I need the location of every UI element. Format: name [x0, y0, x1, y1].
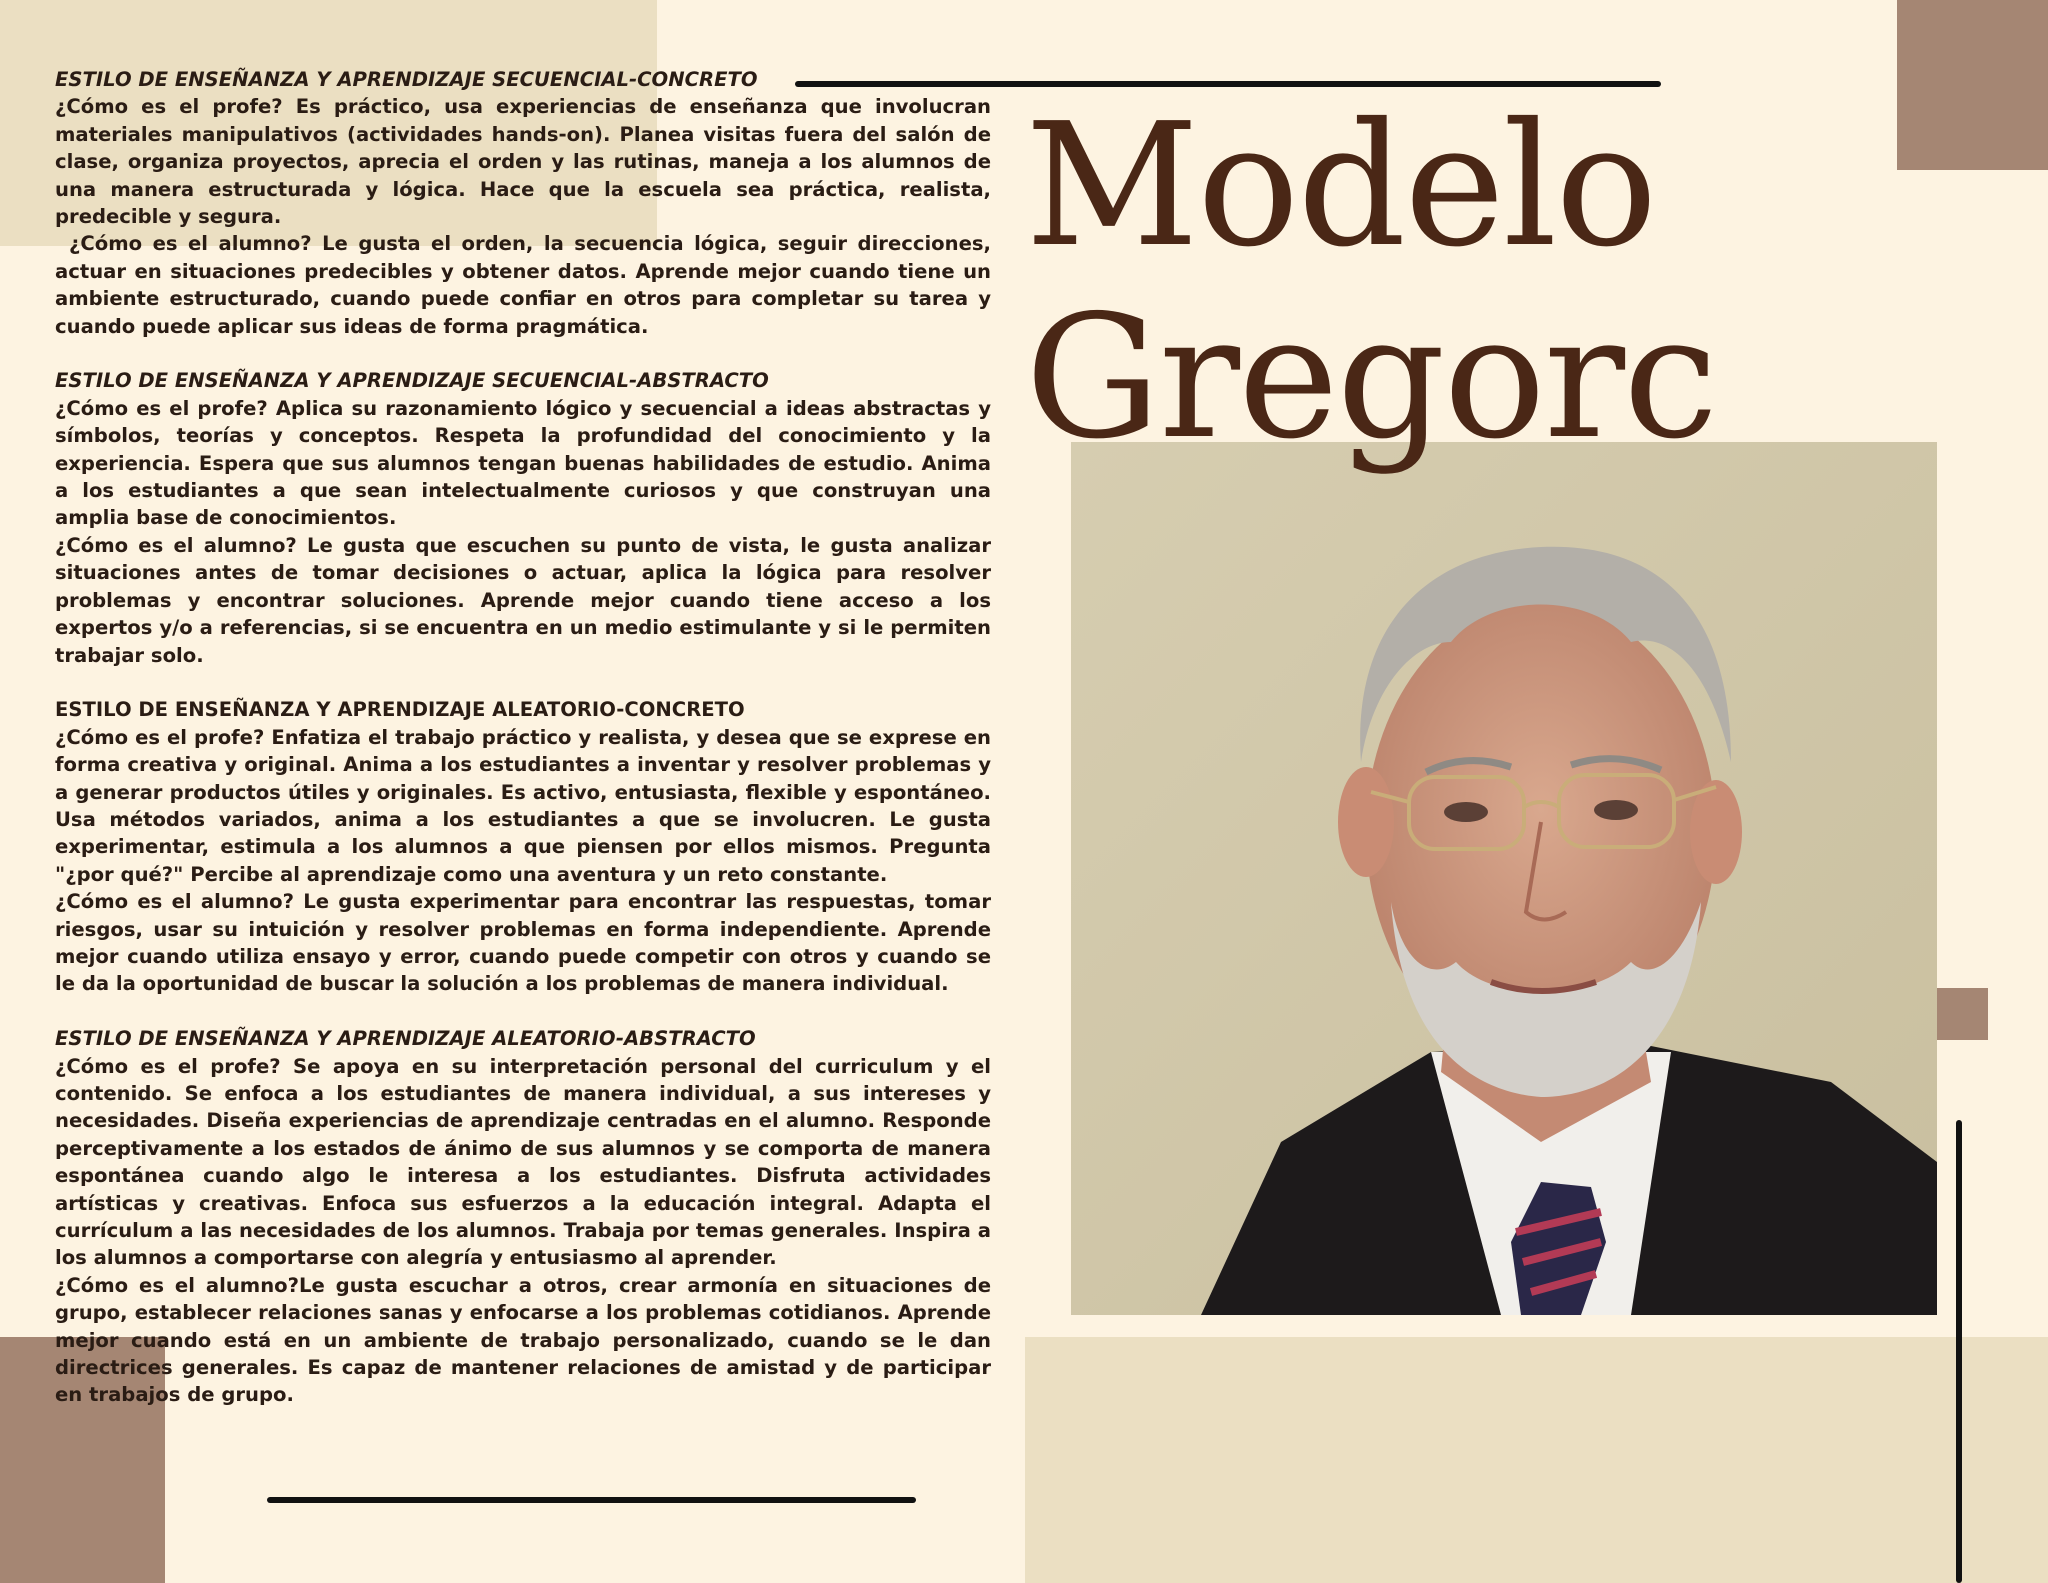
teacher-paragraph: ¿Cómo es el profe? Es práctico, usa experiencias de enseñanza que involucran materiales manipulativos (actividades hands-on). Planea visitas fuera del salón de clase, organiza proyectos, aprecia el orden y las rutinas, maneja a los alumnos de una manera estructurada y lógica. Hace que la escuela sea práctica, realista, predecible y segura. — [55, 95, 991, 229]
title-line-2: Gregorc — [1025, 279, 1717, 477]
decorative-beige-block-bottom-right — [1025, 1337, 2048, 1583]
teacher-paragraph: ¿Cómo es el profe? Se apoya en su interpretación personal del curriculum y el contenido. Se enfoca a los estudiantes de manera individual, a sus intereses y necesidades. Diseña experiencias de aprendizaje centradas en el alumno. Responde perceptivamente a los estados de ánimo de sus alumnos y se comporta de manera espontánea cuando algo le interesa a los estudiantes. Disfruta actividades artísticas y creativas. Enfoca sus esfuerzos a la educación integral. Adapta el currículum a las necesidades de los alumnos. Trabaja por temas generales. Inspira a los alumnos a comportarse con alegría y entusiasmo al aprender. — [55, 1054, 991, 1270]
divider-line-vertical — [1956, 1120, 1962, 1583]
section-secuencial-abstracto — [55, 367, 991, 668]
teacher-paragraph: ¿Cómo es el profe? Enfatiza el trabajo práctico y realista, y desea que se exprese en forma creativa y original. Anima a los estudiantes a inventar y resolver problemas y a generar productos útiles y originales. Es activo, entusiasta, flexible y espontáneo. Usa métodos variados, anima a los estudiantes a que se involucren. Le gusta experimentar, estimula a los alumnos a que piensen por ellos mismos. Pregunta "¿por qué?" Percibe al aprendizaje como una aventura y un reto constante. — [55, 725, 991, 886]
section-heading: ESTILO DE ENSEÑANZA Y APRENDIZAJE ALEATORIO-ABSTRACTO — [55, 1027, 756, 1051]
student-paragraph: ¿Cómo es el alumno? Le gusta experimentar para encontrar las respuestas, tomar riesgos, usar su intuición y resolver problemas en forma independiente. Aprende mejor cuando utiliza ensayo y error, cuando puede competir con otros y cuando se le da la oportunidad de buscar la solución a los problemas de manera individual. — [55, 890, 991, 996]
section-aleatorio-abstracto — [55, 1025, 991, 1409]
teacher-paragraph: ¿Cómo es el profe? Aplica su razonamiento lógico y secuencial a ideas abstractas y símbolos, teorías y conceptos. Respeta la profundidad del conocimiento y la experiencia. Espera que sus alumnos tengan buenas habilidades de estudio. Anima a los estudiantes a que sean intelectualmente curiosos y que construyan una amplia base de conocimientos. — [55, 396, 991, 530]
student-paragraph: ¿Cómo es el alumno? Le gusta que escuchen su punto de vista, le gusta analizar situaciones antes de tomar decisiones o actuar, aplica la lógica para resolver problemas y encontrar soluciones. Aprende mejor cuando tiene acceso a los expertos y/o a referencias, si se encuentra en un medio estimulante y si le permiten trabajar solo. — [55, 533, 991, 667]
page-title — [1025, 87, 1785, 477]
portrait-photo — [1071, 442, 1937, 1315]
student-paragraph: ¿Cómo es el alumno? Le gusta el orden, la secuencia lógica, seguir direcciones, actuar en situaciones predecibles y obtener datos. Aprende mejor cuando tiene un ambiente estructurado, cuando puede confiar en otros para completar su tarea y cuando puede aplicar sus ideas de forma pragmática. — [55, 232, 991, 338]
portrait-illustration — [1071, 442, 1937, 1315]
decorative-brown-square — [1937, 988, 1988, 1040]
section-heading: ESTILO DE ENSEÑANZA Y APRENDIZAJE SECUENCIAL-ABSTRACTO — [55, 369, 769, 393]
divider-line-bottom — [267, 1497, 916, 1503]
section-secuencial-concreto — [55, 66, 991, 340]
student-paragraph: ¿Cómo es el alumno?Le gusta escuchar a otros, crear armonía en situaciones de grupo, establecer relaciones sanas y enfocarse a los problemas cotidianos. Aprende mejor cuando está en un ambiente de trabajo personalizado, cuando se le dan directrices generales. Es capaz de mantener relaciones de amistad y de participar en trabajos de grupo. — [55, 1273, 991, 1407]
title-line-1: Modelo — [1025, 87, 1656, 285]
section-heading: ESTILO DE ENSEÑANZA Y APRENDIZAJE ALEATORIO-CONCRETO — [55, 698, 745, 722]
decorative-brown-block-top-right — [1897, 0, 2048, 170]
section-heading: ESTILO DE ENSEÑANZA Y APRENDIZAJE SECUENCIAL-CONCRETO — [55, 68, 758, 91]
text-column — [55, 66, 991, 1436]
section-aleatorio-concreto — [55, 696, 991, 997]
